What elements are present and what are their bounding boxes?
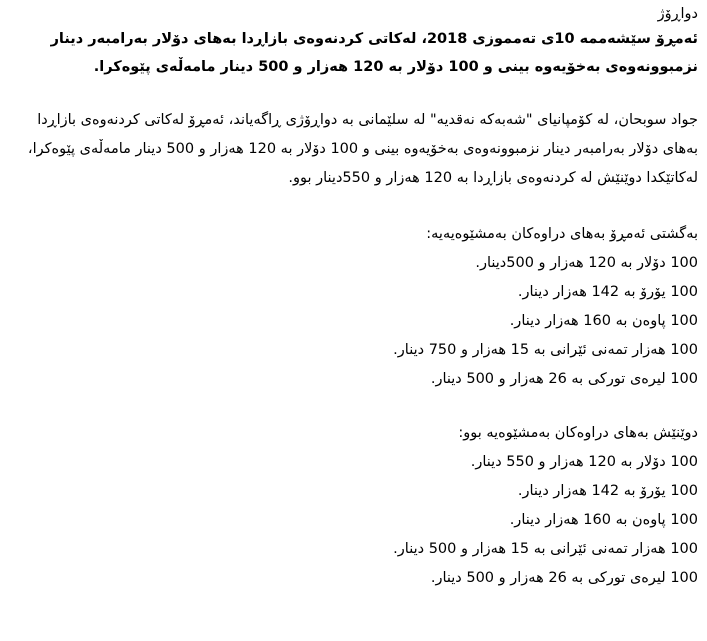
rate-item-pound: 100 پاوەن بە 160 هەزار دینار. (509, 512, 698, 528)
source-title: دواڕۆژ (657, 6, 698, 22)
rate-item-toman: 100 هەزار تمەنی ئێرانی بە 15 هەزار و 750 دینار. (393, 342, 698, 358)
rate-item-lira: 100 لیرەی تورکی بە 26 هەزار و 500 دینار. (430, 570, 698, 586)
rate-item-euro: 100 یۆرۆ بە 142 هەزار دینار. (517, 284, 698, 300)
rate-item-usd: 100 دۆلار بە 120 هەزار و 500دینار. (475, 255, 698, 271)
today-rates-heading: بەگشتی ئەمڕۆ بەهای دراوەکان بەمشێوەیەیە: (426, 226, 698, 242)
rate-item-euro: 100 یۆرۆ بە 142 هەزار دینار. (517, 483, 698, 499)
rate-item-lira: 100 لیرەی تورکی بە 26 هەزار و 500 دینار. (430, 371, 698, 387)
rate-item-usd: 100 دۆلار بە 120 هەزار و 550 دینار. (470, 454, 698, 470)
yesterday-rates-list (9, 448, 698, 593)
body-paragraph: جواد سوبحان، لە کۆمپانیای "شەبەکە نەقدیە" لە سلێمانی بە دواڕۆژی ڕاگەیاند، ئەمڕۆ لەکاتی کردنەوەی بازاڕدا بەهای دۆلار بەرامبەر دینار نزمبوونەوەی بەخۆیەوە بینی و 100 دۆلار بە 120 هەزار و 500 دینار مامەڵەی پێوەکرا، لەکاتێکدا دوێنێش لە کردنەوەی بازاڕدا بە 120 هەزار و 550دینار بوو. (27, 112, 698, 186)
lead-paragraph: ئەمڕۆ سێشەممە 10ی تەمموزی 2018، لەکاتی کردنەوەی بازاڕدا بەهای دۆلار بەرامبەر دینار نزمبوونەوەی بەخۆیەوە بینی و 100 دۆلار بە 120 هەزار و 500 دینار مامەڵەی پێوەکرا. (50, 31, 698, 75)
yesterday-rates-heading: دوێنێش بەهای دراوەکان بەمشێوەیە بوو: (458, 425, 698, 441)
rate-item-pound: 100 پاوەن بە 160 هەزار دینار. (509, 313, 698, 329)
rate-item-toman: 100 هەزار تمەنی ئێرانی بە 15 هەزار و 500 دینار. (393, 541, 698, 557)
today-rates-list (9, 249, 698, 394)
